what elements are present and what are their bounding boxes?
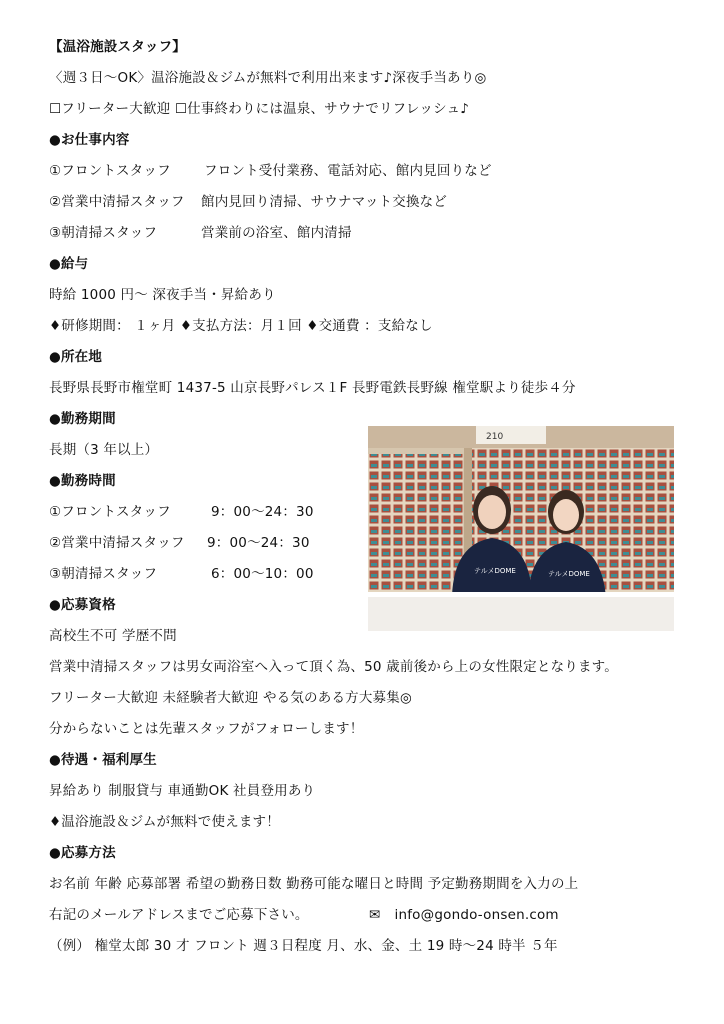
hours-time: 9：00～24：30 <box>211 504 314 520</box>
job-role: ②営業中清掃スタッフ <box>49 194 185 210</box>
job-role: ①フロントスタッフ <box>49 163 171 179</box>
jobs-heading: ●お仕事内容 <box>49 132 130 148</box>
intro-line-2: ☐フリーター大歓迎 ☐仕事終わりには温泉、サウナでリフレッシュ♪ <box>49 101 470 117</box>
photo-shirt-text: テルメDOME <box>548 570 590 578</box>
qualification-line: 高校生不可 学歴不問 <box>49 628 177 644</box>
job-desc: フロント受付業務、電話対応、館内見回りなど <box>204 163 492 179</box>
hours-row-morning <box>49 565 314 583</box>
qualification-line: 営業中清掃スタッフは男女両浴室へ入って頂く為、50 歳前後から上の女性限定となります。 <box>49 659 618 675</box>
job-desc: 営業前の浴室、館内清掃 <box>201 225 352 241</box>
period-heading: ●勤務期間 <box>49 411 116 427</box>
location-line: 長野県長野市権堂町 1437-5 山京長野パレス１F 長野電鉄長野線 権堂駅より徒歩４分 <box>49 380 576 396</box>
job-row-cleaning <box>49 193 447 211</box>
hours-role: ②営業中清掃スタッフ <box>49 535 185 551</box>
mail-icon: ✉ <box>369 907 381 923</box>
apply-instruction: 右記のメールアドレスまでご応募下さい。 <box>49 907 309 923</box>
salary-line-1: 時給 1000 円～ 深夜手当・昇給あり <box>49 287 276 303</box>
hours-time: 6：00～10：00 <box>211 566 314 582</box>
qualification-heading: ●応募資格 <box>49 597 116 613</box>
apply-heading: ●応募方法 <box>49 845 116 861</box>
salary-heading: ●給与 <box>49 256 89 272</box>
location-heading: ●所在地 <box>49 349 103 365</box>
qualification-line: 分からないことは先輩スタッフがフォローします！ <box>49 721 364 737</box>
hours-time: 9：00～24：30 <box>207 535 310 551</box>
intro-line-1: 〈週３日～OK〉温浴施設＆ジムが無料で利用出来ます♪深夜手当あり◎ <box>49 70 487 86</box>
benefits-line-1: 昇給あり 制服貸与 車通勤OK 社員登用あり <box>49 783 316 799</box>
benefits-heading: ●待遇・福利厚生 <box>49 752 157 768</box>
hours-role: ①フロントスタッフ <box>49 504 171 520</box>
job-row-morning <box>49 224 352 242</box>
page-title: 【温浴施設スタッフ】 <box>49 39 186 55</box>
period-line: 長期（3 年以上） <box>49 442 159 458</box>
hours-heading: ●勤務時間 <box>49 473 116 489</box>
photo-shirt-text: テルメDOME <box>474 567 516 575</box>
apply-line-2 <box>49 906 559 924</box>
staff-photo <box>368 426 674 631</box>
apply-example: （例） 権堂太郎 30 才 フロント 週３日程度 月、水、金、土 19 時～24 時半 ５年 <box>49 938 558 954</box>
benefits-line-2: ♦温浴施設＆ジムが無料で使えます！ <box>49 814 280 830</box>
hours-role: ③朝清掃スタッフ <box>49 566 158 582</box>
email-address[interactable]: info@gondo-onsen.com <box>394 907 559 923</box>
hours-row-front <box>49 503 314 521</box>
job-desc: 館内見回り清掃、サウナマット交換など <box>201 194 448 210</box>
photo-sign-text: 210 <box>486 432 504 442</box>
job-role: ③朝清掃スタッフ <box>49 225 158 241</box>
hours-row-cleaning <box>49 534 310 552</box>
salary-line-2: ♦研修期間： １ヶ月 ♦支払方法：月１回 ♦交通費 ：支給なし <box>49 318 433 334</box>
job-row-front <box>49 162 492 180</box>
apply-line-1: お名前 年齢 応募部署 希望の勤務日数 勤務可能な曜日と時間 予定勤務期間を入力の上 <box>49 876 579 892</box>
qualification-line: フリーター大歓迎 未経験者大歓迎 やる気のある方大募集◎ <box>49 690 412 706</box>
